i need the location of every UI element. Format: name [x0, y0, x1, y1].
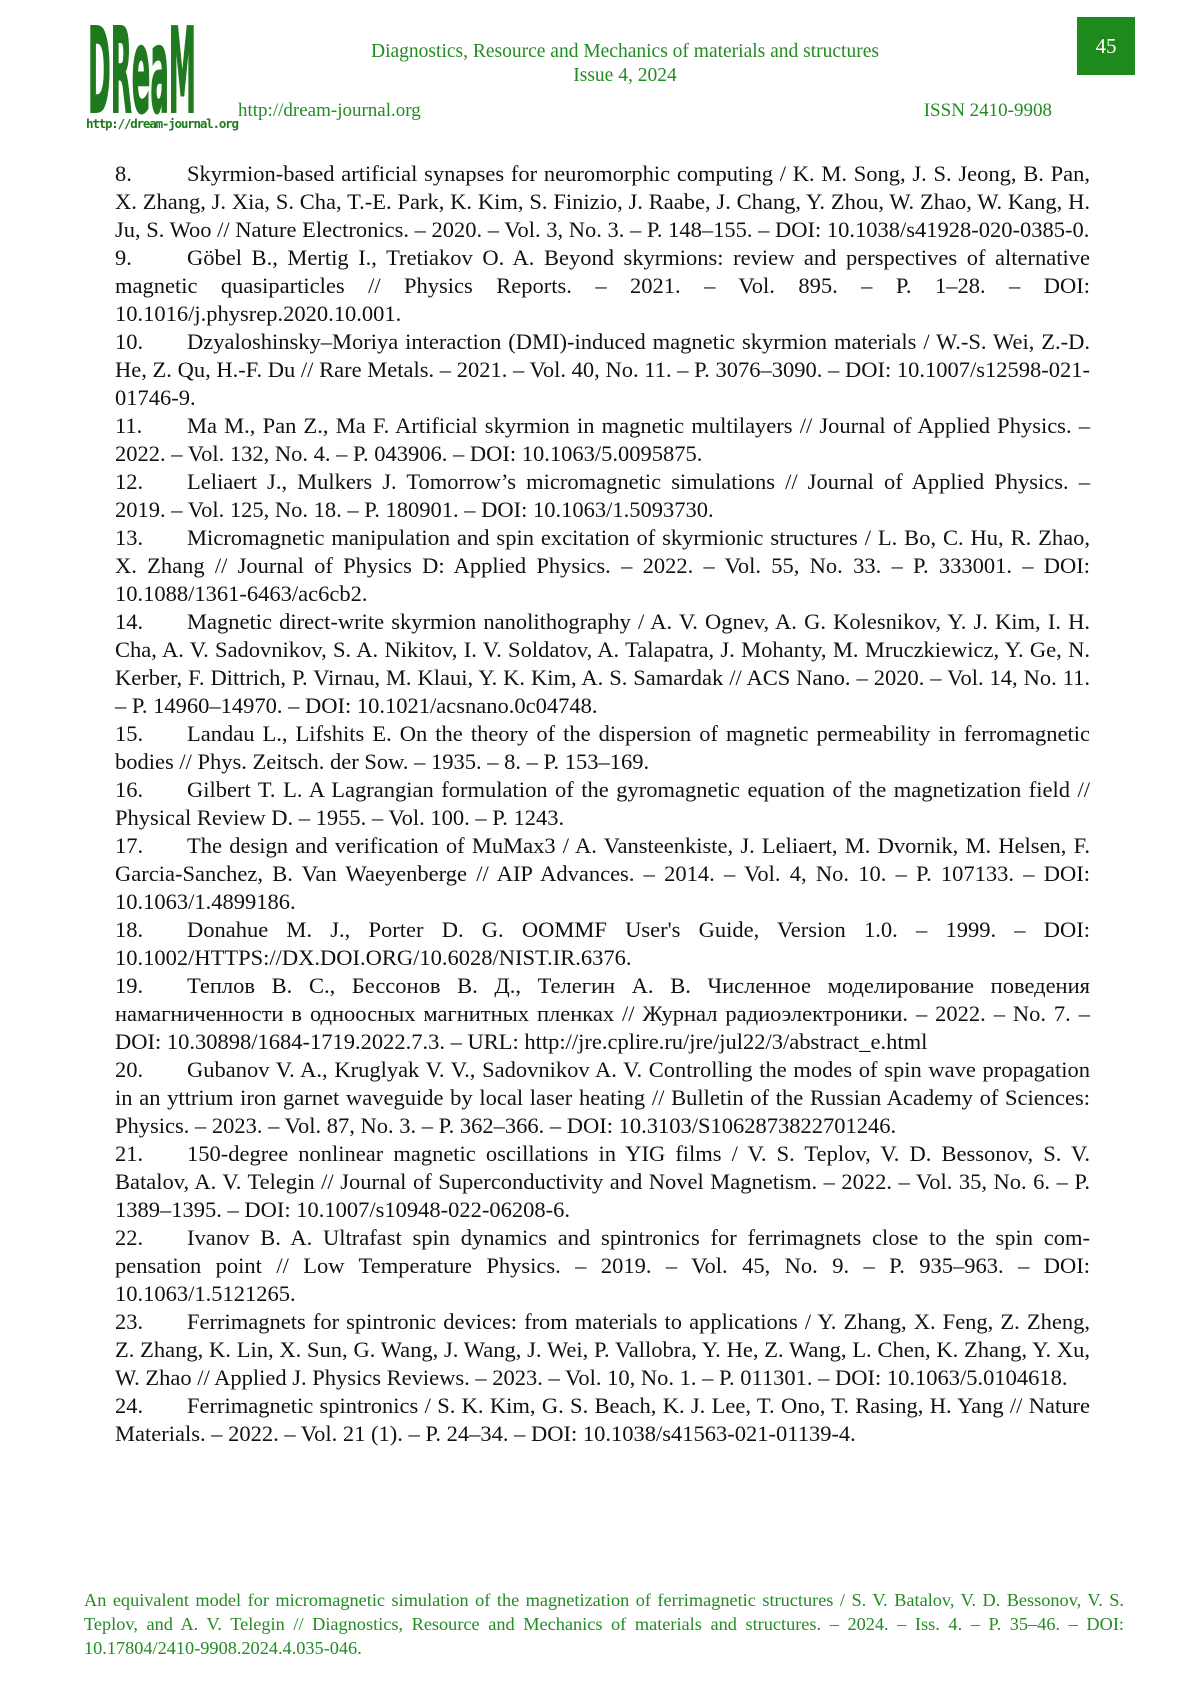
reference-text: Magnetic direct-write skyrmion nanolithography / A. V. Ognev, A. G. Kolesnikov, Y. J. Kim, I. H. Cha, A. V. Sadovnikov, S. A. Nikitov, I. V. Soldatov, A. Talapatra, J. Mohanty, M. Mruczkiewicz, Y. Ge, N. Kerber, F. Dittrich, P. Virnau, M. Klaui, Y. K. Kim, A. S. Samardak // ACS Nano. – 2020. – Vol. 14, No. 11. – P. 14960–14970. – DOI: 10.1021/acsnano.0c04748.: [115, 609, 1090, 718]
reference-text: Leliaert J., Mulkers J. Tomorrow’s micromagnetic simulations // Journal of Applied Physics. – 2019. – Vol. 125, No. 18. – P. 180901. – DOI: 10.1063/1.5093730.: [115, 469, 1090, 522]
reference-item: [115, 412, 1090, 468]
reference-number: 18.: [115, 917, 144, 942]
reference-number: 15.: [115, 721, 144, 746]
journal-issue-line: Issue 4, 2024: [573, 65, 677, 86]
reference-item: [115, 720, 1090, 776]
reference-text: The design and verification of MuMax3 / A. Vansteenkiste, J. Leliaert, M. Dvornik, M. Helsen, F. Garcia-Sanchez, B. Van Waeyenberge // AIP Advances. – 2014. – Vol. 4, No. 10. – P. 107133. – DOI: 10.1063/1.4899186.: [115, 833, 1090, 914]
reference-number: 12.: [115, 469, 144, 494]
journal-logo: [86, 16, 238, 134]
reference-number: 14.: [115, 609, 144, 634]
issn-label: ISSN 2410-9908: [923, 100, 1052, 121]
reference-number: 23.: [115, 1309, 144, 1334]
reference-item: [115, 916, 1090, 972]
reference-number: 20.: [115, 1057, 144, 1082]
reference-text: Göbel B., Mertig I., Tretiakov O. A. Beyond skyrmions: review and perspectives of alternative magnetic quasiparticles // Physics Reports. – 2021. – Vol. 895. – P. 1–28. – DOI: 10.1016/j.physrep.2020.10.001.: [115, 245, 1090, 326]
reference-number: 16.: [115, 777, 144, 802]
reference-item: [115, 776, 1090, 832]
logo-url: http://dream-journal.org: [86, 116, 238, 131]
reference-text: Ferrimagnets for spintronic devices: from materials to applications / Y. Zhang, X. Feng, Z. Zheng, Z. Zhang, K. Lin, X. Sun, G. Wang, J. Wang, J. Wei, P. Vallobra, Y. He, Z. Wang, L. Chen, K. Zhang, Y. Xu, W. Zhao // Applied J. Physics Reviews. – 2023. – Vol. 10, No. 1. – P. 011301. – DOI: 10.1063/5.0104618.: [115, 1309, 1090, 1390]
reference-number: 17.: [115, 833, 144, 858]
reference-item: [115, 1392, 1090, 1448]
reference-text: Ferrimagnetic spintronics / S. K. Kim, G. S. Beach, K. J. Lee, T. Ono, T. Rasing, H. Yang // Nature Materials. – 2022. – Vol. 21 (1). – P. 24–34. – DOI: 10.1038/s41563-021-01139-4.: [115, 1393, 1090, 1446]
journal-title: [230, 40, 1020, 88]
logo-wordmark: [86, 16, 198, 116]
reference-number: 13.: [115, 525, 144, 550]
reference-item: [115, 1140, 1090, 1224]
reference-text: Gubanov V. A., Kruglyak V. V., Sadovnikov A. V. Controlling the modes of spin wave propagation in an yttrium iron garnet waveguide by local laser heating // Bulletin of the Russian Academy of Sciences: Physics. – 2023. – Vol. 87, No. 3. – P. 362–366. – DOI: 10.3103/S1062873822701246.: [115, 1057, 1090, 1138]
reference-text: Donahue M. J., Porter D. G. OOMMF User's Guide, Version 1.0. – 1999. – DOI: 10.1002/HTTPS://DX.DOI.ORG/10.6028/NIST.IR.6376.: [115, 917, 1090, 970]
reference-text: Micromagnetic manipulation and spin excitation of skyrmionic structures / L. Bo, C. Hu, R. Zhao, X. Zhang // Journal of Physics D: Applied Physics. – 2022. – Vol. 55, No. 33. – P. 333001. – DOI: 10.1088/1361-6463/ac6cb2.: [115, 525, 1090, 606]
reference-text: Dzyaloshinsky–Moriya interaction (DMI)-induced magnetic skyrmion materials / W.-S. Wei, Z.-D. He, Z. Qu, H.-F. Du // Rare Metals. – 2021. – Vol. 40, No. 11. – P. 3076–3090. – DOI: 10.1007/s12598-021-01746-9.: [115, 329, 1090, 410]
journal-site-link[interactable]: http://dream-journal.org: [238, 100, 421, 121]
reference-item: [115, 608, 1090, 720]
reference-text: Ma M., Pan Z., Ma F. Artificial skyrmion in magnetic multilayers // Journal of Applied Physics. – 2022. – Vol. 132, No. 4. – P. 043906. – DOI: 10.1063/5.0095875.: [115, 413, 1090, 466]
reference-item: [115, 972, 1090, 1056]
page-number-badge: 45: [1077, 17, 1135, 75]
reference-number: 10.: [115, 329, 144, 354]
reference-item: [115, 1056, 1090, 1140]
journal-title-line-1: Diagnostics, Resource and Mechanics of materials and structures: [371, 41, 879, 62]
reference-text: Gilbert T. L. A Lagrangian formulation of the gyromagnetic equation of the magnetization field // Physical Review D. – 1955. – Vol. 100. – P. 1243.: [115, 777, 1090, 830]
reference-number: 9.: [115, 245, 132, 270]
reference-text: Ivanov B. A. Ultrafast spin dynamics and spintronics for ferrimagnets close to the spin compensation point // Low Temperature Physics. – 2019. – Vol. 45, No. 9. – P. 935–963. – DOI: 10.1063/1.5121265.: [115, 1225, 1090, 1306]
reference-text: 150-degree nonlinear magnetic oscillations in YIG films / V. S. Teplov, V. D. Bessonov, S. V. Batalov, A. V. Telegin // Journal of Superconductivity and Novel Magnetism. – 2022. – Vol. 35, No. 6. – P. 1389–1395. – DOI: 10.1007/s10948-022-06208-6.: [115, 1141, 1090, 1222]
reference-text: Landau L., Lifshits E. On the theory of the dispersion of magnetic permeability in ferromagnetic bodies // Phys. Zeitsch. der Sow. – 1935. – 8. – P. 153–169.: [115, 721, 1090, 774]
reference-number: 19.: [115, 973, 144, 998]
reference-item: [115, 160, 1090, 244]
reference-number: 8.: [115, 161, 132, 186]
reference-item: [115, 468, 1090, 524]
reference-number: 11.: [115, 413, 143, 438]
reference-number: 24.: [115, 1393, 144, 1418]
reference-item: [115, 832, 1090, 916]
reference-text: Skyrmion-based artificial synapses for neuromorphic computing / K. M. Song, J. S. Jeong, B. Pan, X. Zhang, J. Xia, S. Cha, T.-E. Park, K. Kim, S. Finizio, J. Raabe, J. Chang, Y. Zhou, W. Zhao, W. Kang, H. Ju, S. Woo // Nature Electronics. – 2020. – Vol. 3, No. 3. – P. 148–155. – DOI: 10.1038/s41928-020-0385-0.: [115, 161, 1090, 242]
reference-item: [115, 244, 1090, 328]
reference-number: 21.: [115, 1141, 144, 1166]
reference-number: 22.: [115, 1225, 144, 1250]
reference-item: [115, 1308, 1090, 1392]
reference-list: [115, 160, 1090, 1448]
reference-item: [115, 328, 1090, 412]
reference-item: [115, 524, 1090, 608]
reference-item: [115, 1224, 1090, 1308]
logo-wordmark-text: DReaM: [88, 16, 196, 116]
citation-footer: An equivalent model for micromagnetic simulation of the magnetization of ferrimagnetic structures / S. V. Batalov, V. D. Bessonov, V. S. Teplov, and A. V. Telegin // Diagnostics, Resource and Mechanics of materials and structures. – 2024. – Iss. 4. – P. 35–46. – DOI: 10.17804/2410-9908.2024.4.035-046.: [84, 1590, 1124, 1658]
reference-text: Теплов В. С., Бессонов В. Д., Телегин А. В. Численное моделирование поведения намагниченности в одноосных магнитных пленках // Журнал радиоэлектроники. – 2022. – No. 7. – DOI: 10.30898/1684-1719.2022.7.3. – URL: http://jre.cplire.ru/jre/jul22/3/abstract_e.html: [115, 973, 1090, 1054]
